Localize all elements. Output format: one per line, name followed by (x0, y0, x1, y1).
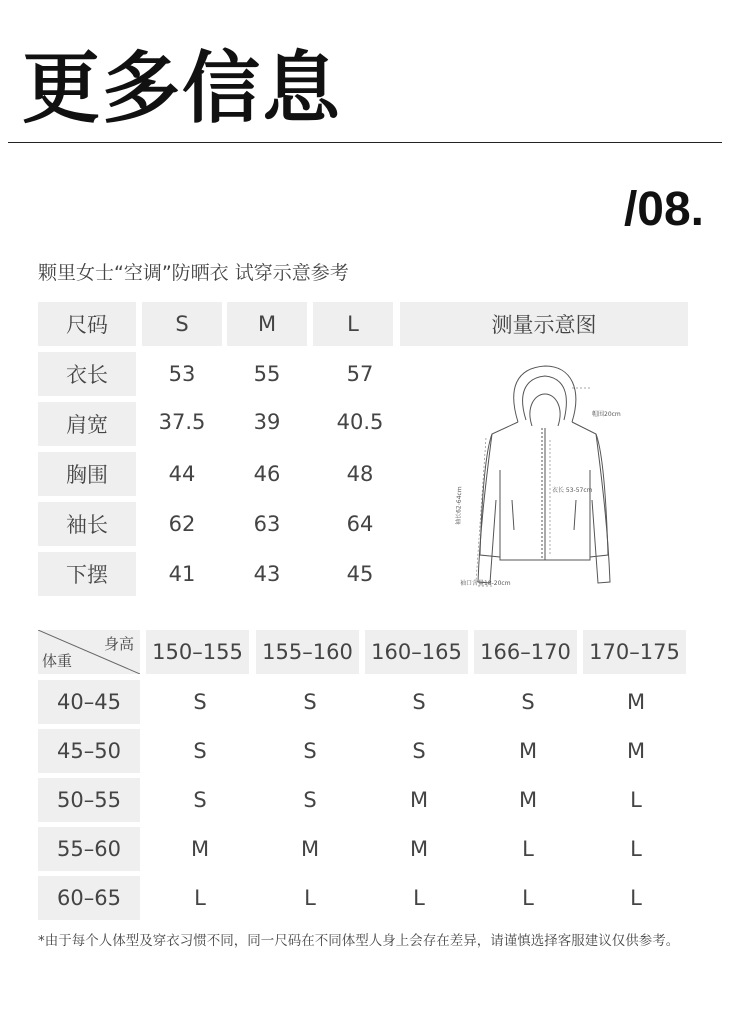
product-subtitle: 颗里女士“空调”防晒衣 试穿示意参考 (38, 262, 349, 284)
cell-hem-s: 41 (168, 562, 196, 586)
size-cell: S (303, 690, 317, 714)
cell-length-m: 55 (253, 362, 281, 386)
row-label-sleeve: 袖长 (38, 502, 136, 546)
size-cell: S (412, 690, 426, 714)
cell-chest-l: 48 (346, 462, 374, 486)
cell-length-l: 57 (346, 362, 374, 386)
height-header: 170–175 (583, 630, 686, 674)
weight-label: 60–65 (38, 876, 140, 920)
label-hood: 帽围20cm (592, 411, 621, 418)
size-cell: S (412, 739, 426, 763)
height-header: 166–170 (474, 630, 577, 674)
corner-cell (38, 630, 140, 674)
disclaimer-footnote: *由于每个人体型及穿衣习惯不同，同一尺码在不同体型人身上会存在差异，请谨慎选择客服建议仅供参考。 (38, 933, 680, 949)
row-label-hem: 下摆 (38, 552, 136, 596)
cell-sleeve-m: 63 (253, 512, 281, 536)
height-header: 160–165 (365, 630, 468, 674)
size-cell: S (193, 690, 207, 714)
label-length: 衣长 53-57cm (552, 487, 593, 494)
size-cell: M (626, 690, 646, 714)
cell-sleeve-s: 62 (168, 512, 196, 536)
size-cell: L (630, 788, 642, 812)
row-label-chest: 胸围 (38, 452, 136, 496)
jacket-outline-icon (478, 366, 610, 583)
corner-height-label: 身高 (103, 635, 134, 653)
size-cell: L (630, 886, 642, 910)
diagram-header: 测量示意图 (400, 302, 688, 346)
size-cell: M (518, 739, 538, 763)
weight-label: 50–55 (38, 778, 140, 822)
size-cell: M (190, 837, 210, 861)
height-header: 150–155 (146, 630, 249, 674)
label-sleeve: 袖长62-64cm (455, 486, 464, 526)
height-header: 155–160 (256, 630, 359, 674)
row-label-shoulder: 肩宽 (38, 402, 136, 446)
size-cell: M (300, 837, 320, 861)
size-header-l: L (313, 302, 393, 346)
cell-sleeve-l: 64 (346, 512, 374, 536)
size-cell: L (522, 886, 534, 910)
page-title: 更多信息 (22, 44, 343, 134)
cell-shoulder-s: 37.5 (158, 410, 206, 434)
weight-label: 55–60 (38, 827, 140, 871)
cell-hem-l: 45 (346, 562, 374, 586)
weight-label: 45–50 (38, 729, 140, 773)
size-header-m: M (227, 302, 307, 346)
size-cell: L (304, 886, 316, 910)
size-cell: L (630, 837, 642, 861)
size-header-s: S (142, 302, 222, 346)
cell-shoulder-m: 39 (253, 410, 281, 434)
cell-chest-m: 46 (253, 462, 281, 486)
size-cell: M (409, 788, 429, 812)
cell-chest-s: 44 (168, 462, 196, 486)
weight-label: 40–45 (38, 680, 140, 724)
size-cell: S (521, 690, 535, 714)
row-label-length: 衣长 (38, 352, 136, 396)
size-cell: S (303, 739, 317, 763)
label-cuff: 袖口含量18-20cm (460, 580, 511, 587)
size-cell: L (194, 886, 206, 910)
size-cell: L (522, 837, 534, 861)
cell-length-s: 53 (168, 362, 196, 386)
size-cell: S (193, 788, 207, 812)
size-header-label: 尺码 (38, 302, 136, 346)
size-cell: S (303, 788, 317, 812)
title-divider (8, 142, 722, 143)
size-cell: L (413, 886, 425, 910)
jacket-measurement-diagram (400, 350, 688, 595)
cell-hem-m: 43 (253, 562, 281, 586)
section-number: /08. (623, 183, 704, 236)
size-cell: M (409, 837, 429, 861)
size-cell: M (626, 739, 646, 763)
size-cell: M (518, 788, 538, 812)
corner-weight-label: 体重 (42, 652, 73, 670)
size-cell: S (193, 739, 207, 763)
cell-shoulder-l: 40.5 (336, 410, 384, 434)
